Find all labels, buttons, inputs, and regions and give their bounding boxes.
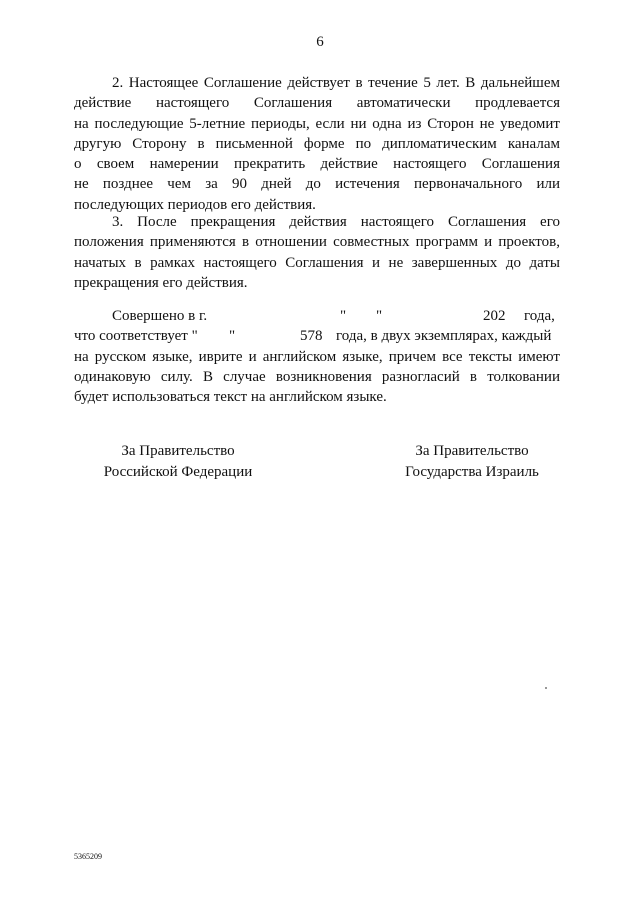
paragraph-2-line: последующих периодов его действия. (74, 196, 316, 213)
corresponds-text: что соответствует " (74, 328, 198, 345)
quote-open: " (340, 308, 347, 324)
paragraph-3-line: начатых в рамках настоящего Соглашения и не завершенных до даты (74, 254, 560, 271)
done-clause-row-2 (74, 326, 560, 346)
done-clause-line: на русском языке, иврите и английском языке, причем все тексты имеют (74, 348, 560, 365)
signature-party: Российской Федерации (103, 463, 253, 480)
signature-block-israel (372, 441, 572, 482)
done-clause (74, 306, 560, 407)
done-in-text: Совершено в г. (112, 308, 208, 324)
quote-close: " (376, 308, 383, 324)
hebrew-year: 578 (300, 328, 323, 345)
paragraph-2-line: 2. Настоящее Соглашение действует в течение 5 лет. В дальнейшем (112, 75, 560, 91)
document-id: 5365209 (74, 852, 102, 861)
done-clause-line: будет использоваться текст на английском языке. (74, 389, 387, 406)
signature-party: Государства Израиль (405, 463, 539, 480)
done-clause-row-1 (74, 306, 560, 326)
paragraph-2-line: на последующие 5-летние периоды, если ни одна из Сторон не уведомит (74, 115, 560, 132)
paragraph-3-line: положения применяются в отношении совместных программ и проектов, (74, 234, 560, 251)
paragraph-3-line: 3. После прекращения действия настоящего Соглашения его (112, 214, 560, 230)
gregorian-year: 202 (483, 308, 506, 324)
paragraph-2-line: другую Сторону в письменной форме по дипломатическим каналам (74, 135, 560, 152)
copies-text: года, в двух экземплярах, каждый (336, 328, 552, 345)
signature-block-russia (78, 441, 278, 482)
page-number: 6 (316, 34, 324, 50)
paragraph-2-line: о своем намерении прекратить действие настоящего Соглашения (74, 156, 560, 173)
done-clause-line: одинаковую силу. В случае возникновения разногласий в толковании (74, 368, 560, 385)
paragraph-3-line: прекращения его действия. (74, 274, 248, 291)
signature-label: За Правительство (415, 443, 529, 459)
year-word: года, (524, 308, 555, 324)
scan-speck (545, 687, 547, 689)
paragraph-3 (74, 212, 560, 293)
quote-close: " (229, 328, 236, 345)
paragraph-2 (74, 73, 560, 215)
signature-label: За Правительство (121, 443, 235, 459)
paragraph-2-line: не позднее чем за 90 дней до истечения первоначального или (74, 176, 560, 193)
paragraph-2-line: действие настоящего Соглашения автоматически продлевается (74, 95, 560, 112)
